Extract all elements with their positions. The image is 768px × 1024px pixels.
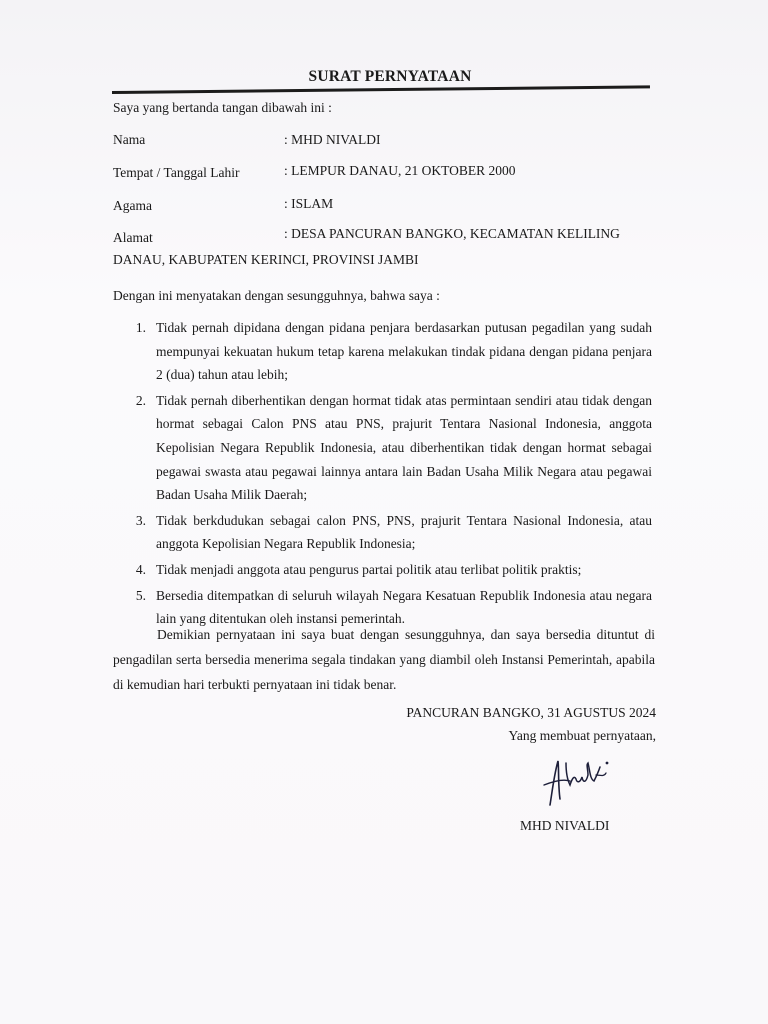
document-title: SURAT PERNYATAAN [308,68,472,85]
list-number: 3. [135,512,146,528]
place-date: PANCURAN BANGKO, 31 AGUSTUS 2024 [406,705,656,720]
list-number: 1. [135,320,146,335]
field-label-alamat: Alamat [113,230,153,245]
signer-name: MHD NIVALDI [520,818,610,833]
field-label-ttl: Tempat / Tanggal Lahir [113,165,240,180]
list-number: 4. [135,561,146,577]
handwritten-signature [536,755,616,813]
address-continuation: DANAU, KABUPATEN KERINCI, PROVINSI JAMBI [113,252,419,267]
declaration-intro: Dengan ini menyatakan dengan sesungguhnya, bahwa saya : [113,288,440,303]
field-label-agama: Agama [113,198,152,213]
list-text: Bersedia ditempatkan di seluruh wilayah Negara Kesatuan Republik Indonesia atau negara lain yang ditentukan oleh instansi pemerintah. [156,587,652,627]
list-text: Tidak menjadi anggota atau pengurus partai politik atau terlibat politik praktis; [156,561,582,577]
title-underline [112,85,650,94]
field-value-nama: : MHD NIVALDI [284,132,381,147]
field-value-ttl: : LEMPUR DANAU, 21 OKTOBER 2000 [284,163,516,178]
list-text: Tidak pernah diberhentikan dengan hormat tidak atas permintaan sendiri atau tidak dengan hormat sebagai Calon PNS atau PNS, prajurit Tentara Nasional Indonesia, anggota Kepolisian Negara Republik Indonesia, atau diberhentikan tidak dengan hormat sebagai pegawai swasta atau pegawai lainnya antara lain Badan Usaha Milik Negara atau pegawai Badan Usaha Milik Daerah; [156,392,652,503]
field-label-nama: Nama [113,132,146,147]
list-number: 2. [135,392,146,408]
list-text: Tidak pernah dipidana dengan pidana penjara berdasarkan putusan pegadilan yang sudah mempunyai kekuatan hukum tetap karena melakukan tindak pidana dengan pidana penjara 2 (dua) tahun atau lebih; [156,320,652,383]
closing-paragraph: Demikian pernyataan ini saya buat dengan sesungguhnya, dan saya bersedia dituntut di pengadilan serta bersedia menerima segala tindakan yang diambil oleh Instansi Pemerintah, apabila di kemudian hari terbukti pernyataan ini tidak benar. [113,627,655,692]
maker-label: Yang membuat pernyataan, [508,728,656,743]
field-value-alamat: : DESA PANCURAN BANGKO, KECAMATAN KELILING [284,226,620,241]
statement-list [112,316,652,633]
intro-text: Saya yang bertanda tangan dibawah ini : [113,100,332,115]
list-text: Tidak berkdudukan sebagai calon PNS, PNS, prajurit Tentara Nasional Indonesia, atau anggota Kepolisian Negara Republik Indonesia; [156,512,652,552]
field-value-agama: : ISLAM [284,196,334,211]
list-item [112,316,652,387]
list-number: 5. [135,587,146,603]
list-item [112,389,652,507]
list-item [112,558,652,582]
list-item [112,509,652,556]
